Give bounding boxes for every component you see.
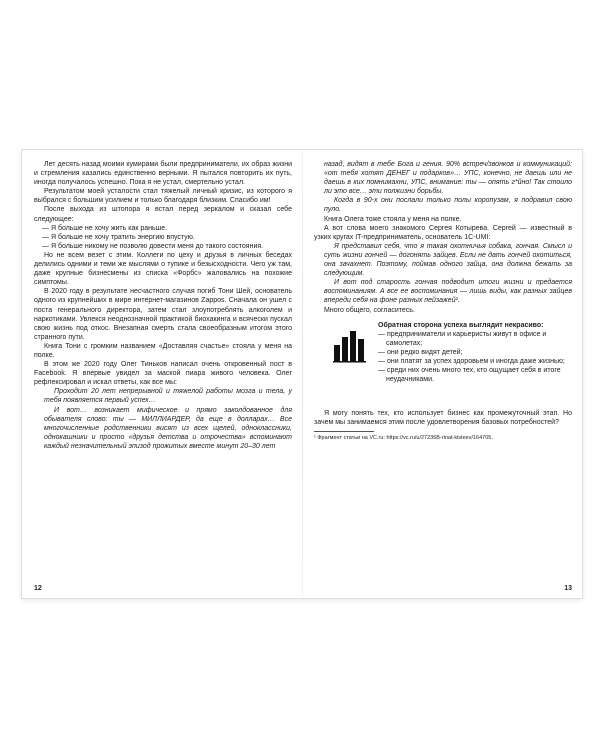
paragraph: В 2020 году в результате несчастного случая погиб Тони Шей, основатель одного из крупнейших в мире интернет-магазинов Zappos. Сначала он ушел с поста генерального директора, затем стал злоупотреблять алкоголем и наркотиками. Увлекся неоднозначной практикой биохакинга и всячески пускал свою жизнь под откос. Внезапная смерть стала своеобразным итогом этого странного пути. [34, 288, 292, 341]
left-page [34, 150, 292, 598]
list-item: — Я больше никому не позволю довести меня до такого состояния. [42, 242, 264, 250]
list-item: — Я больше не хочу тратить энергию впустую. [42, 233, 195, 241]
quote-paragraph: Когда в 90-х они послали только полы коропузам, я подравил свою пуло. [324, 197, 572, 214]
footnote-rule [314, 431, 374, 432]
paragraph: В этом же 2020 году Олег Тиньков написал очень откровенный пост в Facebook. Я впервые увидел за маской пиара живого человека. Олег рефлексировал и искал ответы, как все мы: [34, 361, 292, 387]
paragraph: После выхода из штопора я встал перед зеркалом и сказал себе следующее: [34, 206, 292, 223]
bar-chart-icon [332, 325, 370, 363]
list-item: — предприниматели и карьеристы живут в офисе и самолетах; [378, 330, 547, 347]
quote-paragraph: Проходит 20 лет непрерывной и тяжелой работы мозга и тела, у тебя появляется первый успех… [44, 388, 292, 405]
paragraph: Лет десять назад моими кумирами были предприниматели, их образ жизни и стремления казались единственно верными. Я пытался повторить их путь, иногда получалось успешно. Пока я не устал, смертельно устал. [34, 161, 292, 187]
paragraph: А вот слова моего знакомого Сергея Котырева. Сергей — известный в узких кругах IT-предприниматель, основатель 1C-UMI: [314, 224, 572, 241]
quote-paragraph: И вот… возникает мифическое и прямо заколдованное для обывателя слово: ты — МИЛЛИАРДЕР, да еще в долларах… Все многочисленные родственники висят из всех щелей, одноклассники, однокашники и просто «друзья детства и отрочества» вспоминают каждый незначительный эпизод прожитых вместе минут 20–30 лет [44, 406, 292, 450]
paragraph: Книга Олега тоже стояла у меня на полке. [324, 215, 462, 223]
quote-paragraph: назад, видят в тебе Бога и гения. 90% встреч/звонков и коммуникаций: «от тебя хотят ДЕНЕГ и подарков»… УПС, конечно, не даешь или не даешь в ких помнимахни, УПС, внимание: ты — опять г*йно! Так стоило ли это все… эти полжизни борьбы. [324, 161, 572, 196]
paragraph: Но не всем везет с этим. Коллеги по цеху и друзья в личных беседах делились одними и теми же мыслями о тупике и безысходности. Чего уж там, даже крупные бизнесмены из списка «Форбс» жаловались на похожие симптомы. [34, 251, 292, 287]
box-title: Обратная сторона успеха выглядит некрасиво: [378, 321, 544, 329]
footnote: ¹ Фрагмент статьи на VC.ru: https://vc.ru/u/27236B-rinat-kisteev/164705. [314, 434, 493, 441]
success-downside-box [332, 321, 572, 403]
list-item: — они платят за успех здоровьем и иногда даже жизнью; [378, 357, 565, 365]
left-page-text [34, 160, 292, 451]
paragraph: Результатом моей усталости стал тяжелый личный кризис, из которого я выбрался с большим усилием и только благодаря близким. Спасибо им! [34, 188, 292, 205]
paragraph: Книга Тони с громким названием «Доставляя счастье» стояла у меня на полке. [34, 342, 292, 359]
right-page [314, 150, 572, 598]
right-page-text [314, 160, 572, 442]
success-downside-text [378, 321, 572, 384]
page-number: 13 [564, 585, 572, 592]
page-number: 12 [34, 585, 42, 592]
list-item: — Я больше не хочу жить как раньше. [42, 224, 168, 232]
list-item: — среди них очень много тех, кто ощущает себя в итоге неудачниками. [378, 366, 561, 383]
list-item: — они редко видят детей; [378, 348, 463, 356]
book-spread [22, 150, 582, 598]
quote-paragraph: И вот под старость гончая подводит итоги жизни и предается воспоминаниям. А все ее воспоминания — лишь виды, как разных зайцев впереди себя на фоне разных пейзажей¹. [324, 279, 572, 305]
paragraph: Много общего, согласитесь. [324, 306, 415, 314]
book-gutter [302, 150, 303, 598]
paragraph: Я могу понять тех, кто использует бизнес как промежуточный этап. Но зачем мы занимаемся этим после удовлетворения базовых потребностей? [314, 409, 572, 426]
quote-paragraph: Я представил себя, что я такая охотничья собака, гончая. Смысл и суть жизни гончей — догонять зайцев. Если не дать гончей охотиться, она зачахнет. Поэтому, поймав одного зайца, она должна бежать за следующим. [324, 242, 572, 278]
